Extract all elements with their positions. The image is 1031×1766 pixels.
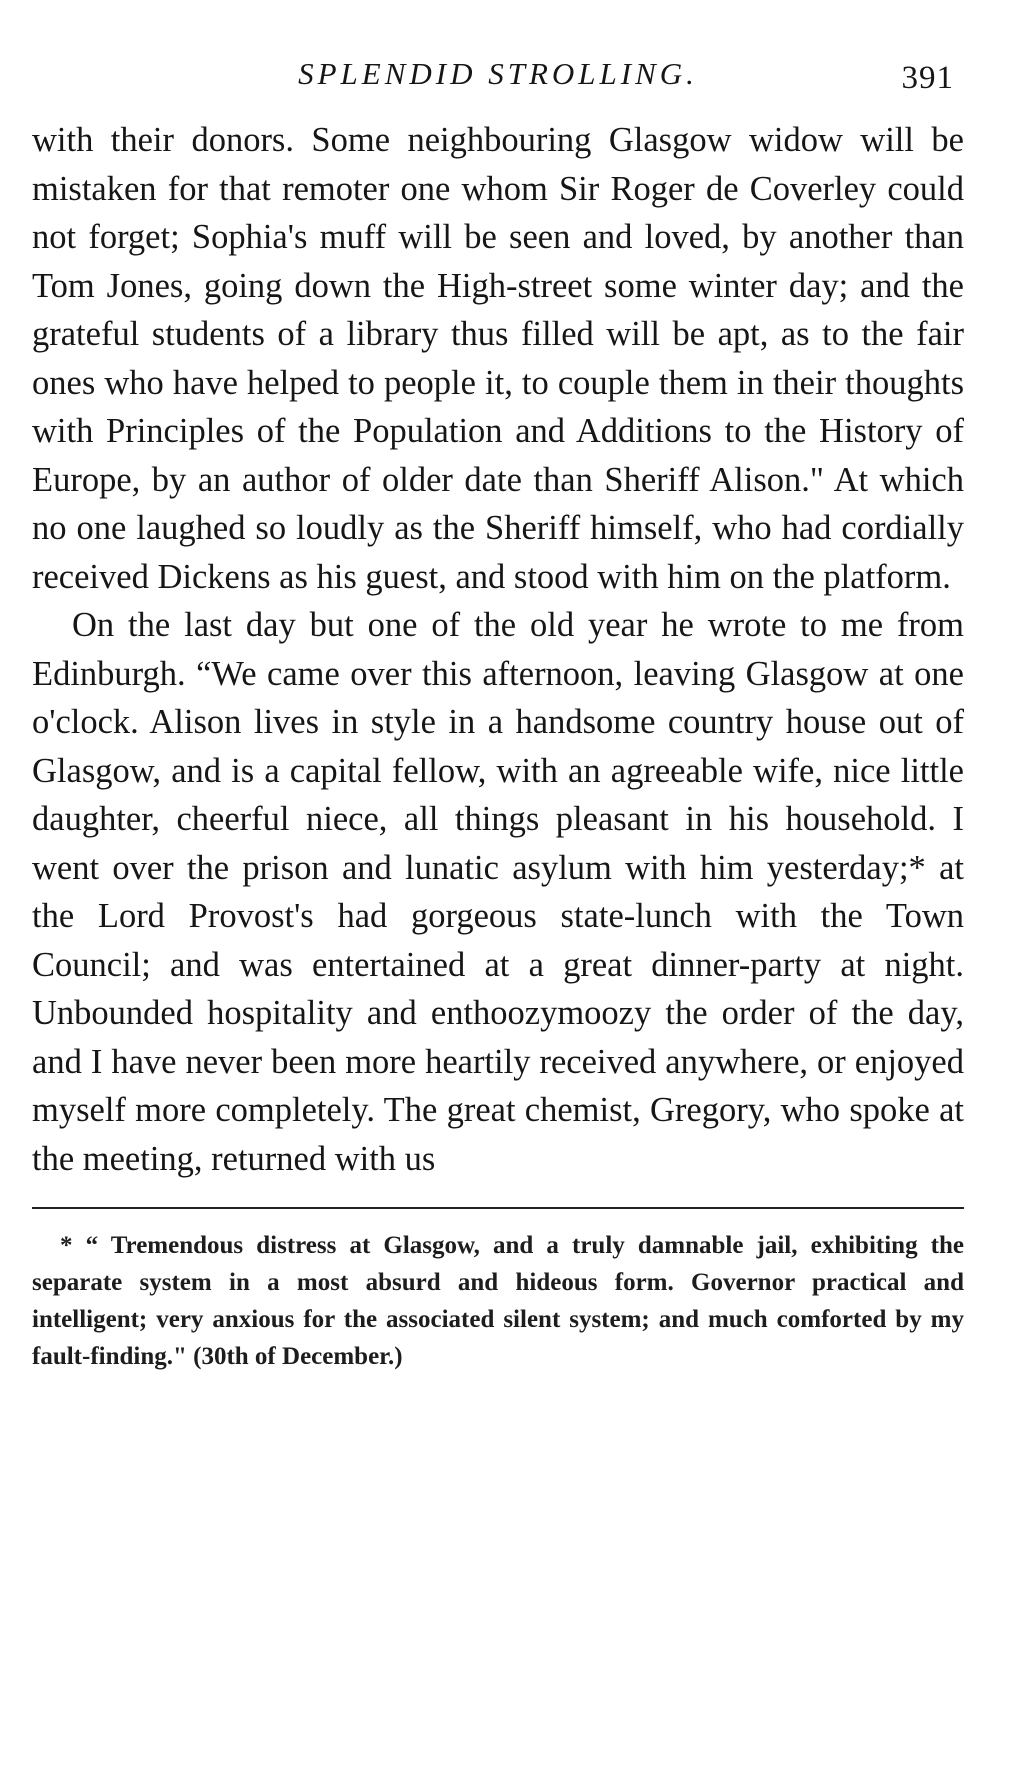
footnote: * “ Tremendous distress at Glasgow, and a truly damnable jail, exhibiting the separate system in a most absurd and hideous form. Governor practical and intelligent; very anxious for the associated silent system; and much comforted by my fault-finding." (30th of December.) xyxy=(32,1232,964,1370)
paragraph-letter: On the last day but one of the old year he wrote to me from Edinburgh. “We came over this afternoon, leaving Glasgow at one o'clock. Alison lives in style in a handsome country house out of Glasgow, and is a capital fellow, with an agreeable wife, nice little daughter, cheerful niece, all things pleasant in his household. I went over the prison and lunatic asylum with him yesterday;* at the Lord Provost's had gorgeous state-lunch with the Town Council; and was entertained at a great dinner-party at night. Unbounded hospitality and enthoozymoozy the order of the day, and I have never been more heartily received anywhere, or enjoyed myself more completely. The great chemist, Gregory, who spoke at the meeting, returned with us xyxy=(32,606,964,1178)
book-page xyxy=(32,52,964,1712)
page-number: 391 xyxy=(901,60,954,96)
paragraph-continued: with their donors. Some neighbouring Glasgow widow will be mistaken for that remoter one whom Sir Roger de Coverley could not forget; Sophia's muff will be seen and loved, by another than Tom Jones, going down the High-street some winter day; and the grateful students of a library thus filled will be apt, as to the fair ones who have helped to people it, to couple them in their thoughts with Principles of the Population and Additions to the History of Europe, by an author of older date than Sheriff Alison." At which no one laughed so loudly as the Sheriff himself, who had cordially received Dickens as his guest, and stood with him on the platform. xyxy=(32,121,964,596)
running-head xyxy=(32,52,964,108)
running-title: SPLENDID STROLLING. xyxy=(298,56,698,91)
footnote-divider xyxy=(32,1207,964,1209)
body-text xyxy=(32,116,964,1183)
